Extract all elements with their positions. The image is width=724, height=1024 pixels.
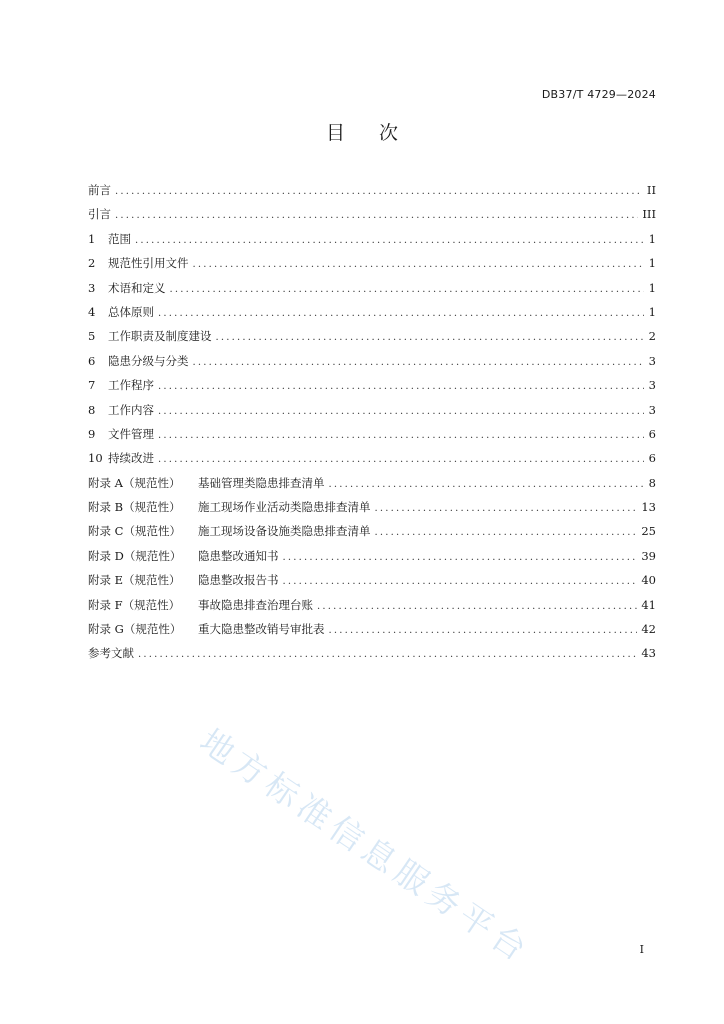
toc-entry-label: 隐患分级与分类 [108, 353, 189, 368]
toc-entry-number: 1 [88, 231, 96, 246]
toc-entry-page: 25 [641, 524, 656, 539]
toc-entry[interactable] [88, 255, 656, 279]
toc-entry[interactable] [88, 475, 656, 499]
toc-entry-label: 工作程序 [108, 378, 154, 393]
toc-entry[interactable] [88, 353, 656, 377]
toc-entry[interactable] [88, 206, 656, 230]
toc-entry-page: 1 [648, 231, 656, 246]
watermark: 地方标准信息服务平台 [192, 720, 539, 972]
toc-entry-number: 8 [88, 402, 96, 417]
toc-entry-label: 工作职责及制度建设 [108, 329, 212, 344]
toc-entry-page: 3 [648, 378, 656, 393]
toc-entry-label: 文件管理 [108, 426, 154, 441]
toc-entry-page: 6 [648, 451, 656, 466]
toc-leader-dots [283, 576, 638, 587]
toc-leader-dots [193, 259, 645, 270]
toc-entry-page: 1 [648, 304, 656, 319]
toc-entry-label: 施工现场设备设施类隐患排查清单 [198, 524, 371, 539]
toc-entry-number: 10 [88, 451, 103, 466]
toc-entry[interactable] [88, 280, 656, 304]
toc-entry-page: 2 [648, 329, 656, 344]
toc-leader-dots [375, 527, 638, 538]
toc-entry[interactable] [88, 231, 656, 255]
toc-entry-label: 前言 [88, 183, 111, 197]
toc-leader-dots [317, 601, 637, 612]
toc-entry-page: 1 [648, 280, 656, 295]
toc-leader-dots [329, 479, 645, 490]
toc-entry-number: 附录 G（规范性） [88, 622, 182, 637]
toc-entry-label: 引言 [88, 207, 111, 222]
toc-entry[interactable] [88, 572, 656, 596]
toc-entry-label: 隐患整改通知书 [198, 548, 279, 563]
toc-leader-dots [158, 454, 644, 465]
toc-entry-page: 40 [641, 573, 656, 588]
toc-entry[interactable] [88, 304, 656, 328]
toc-entry[interactable] [88, 621, 656, 645]
toc-entry-label: 范围 [108, 231, 131, 246]
toc-entry[interactable] [88, 450, 656, 474]
toc-leader-dots [170, 284, 645, 295]
toc-leader-dots [329, 625, 638, 636]
title-char-1: 目 [325, 122, 345, 144]
toc-entry-number: 附录 C（规范性） [88, 524, 181, 539]
toc-leader-dots [135, 235, 644, 246]
toc-entry-number: 附录 D（规范性） [88, 548, 182, 563]
table-of-contents [88, 182, 656, 670]
toc-entry-page: 13 [641, 500, 656, 515]
toc-leader-dots [216, 332, 645, 343]
toc-entry-page: 42 [641, 622, 656, 637]
toc-leader-dots [283, 552, 638, 563]
toc-entry-number: 2 [88, 256, 96, 271]
toc-entry[interactable] [88, 426, 656, 450]
toc-leader-dots [115, 210, 638, 221]
toc-entry-number: 4 [88, 304, 96, 319]
toc-entry[interactable] [88, 402, 656, 426]
page-number: I [639, 943, 644, 956]
toc-entry-page: II [646, 183, 656, 197]
toc-entry-page: 3 [648, 353, 656, 368]
toc-entry-label: 工作内容 [108, 402, 154, 417]
toc-entry-label: 总体原则 [108, 304, 154, 319]
toc-entry-label: 重大隐患整改销号审批表 [198, 622, 325, 637]
toc-entry-page: 6 [648, 426, 656, 441]
toc-leader-dots [375, 503, 638, 514]
toc-entry-page: 1 [648, 256, 656, 271]
toc-leader-dots [158, 406, 644, 417]
document-code: DB37/T 4729—2024 [541, 88, 656, 101]
toc-entry-label: 术语和定义 [108, 280, 166, 295]
toc-entry[interactable] [88, 328, 656, 352]
toc-entry-page: 3 [648, 402, 656, 417]
toc-entry[interactable] [88, 523, 656, 547]
toc-entry-label: 事故隐患排查治理台账 [198, 597, 313, 612]
toc-entry[interactable] [88, 548, 656, 572]
toc-entry-number: 附录 F（规范性） [88, 597, 181, 612]
toc-entry-page: 43 [641, 646, 656, 661]
toc-entry-number: 7 [88, 378, 96, 393]
toc-leader-dots [158, 381, 644, 392]
toc-entry-number: 3 [88, 280, 96, 295]
toc-entry-label: 施工现场作业活动类隐患排查清单 [198, 500, 371, 515]
title-char-2: 次 [379, 122, 399, 144]
toc-entry-number: 附录 B（规范性） [88, 500, 181, 515]
toc-entry-number: 附录 E（规范性） [88, 573, 181, 588]
toc-leader-dots [158, 308, 644, 319]
toc-entry[interactable] [88, 499, 656, 523]
toc-leader-dots [193, 357, 645, 368]
page-title [0, 118, 724, 145]
toc-entry-page: 8 [648, 475, 656, 490]
toc-leader-dots [138, 649, 637, 660]
toc-entry-label: 持续改进 [108, 451, 154, 466]
toc-entry-number: 附录 A（规范性） [88, 475, 181, 490]
toc-entry-number: 5 [88, 329, 96, 344]
toc-entry[interactable] [88, 645, 656, 669]
toc-entry-page: 39 [641, 548, 656, 563]
toc-entry[interactable] [88, 377, 656, 401]
toc-entry-page: III [642, 207, 656, 222]
toc-leader-dots [115, 186, 643, 197]
toc-entry-number: 6 [88, 353, 96, 368]
toc-entry-label: 规范性引用文件 [108, 256, 189, 271]
toc-entry-number: 9 [88, 426, 96, 441]
toc-entry[interactable] [88, 597, 656, 621]
toc-entry-label: 参考文献 [88, 646, 134, 661]
toc-leader-dots [158, 430, 644, 441]
toc-entry[interactable] [88, 182, 656, 206]
toc-entry-label: 基础管理类隐患排查清单 [198, 475, 325, 490]
toc-entry-label: 隐患整改报告书 [198, 573, 279, 588]
toc-entry-page: 41 [641, 597, 656, 612]
